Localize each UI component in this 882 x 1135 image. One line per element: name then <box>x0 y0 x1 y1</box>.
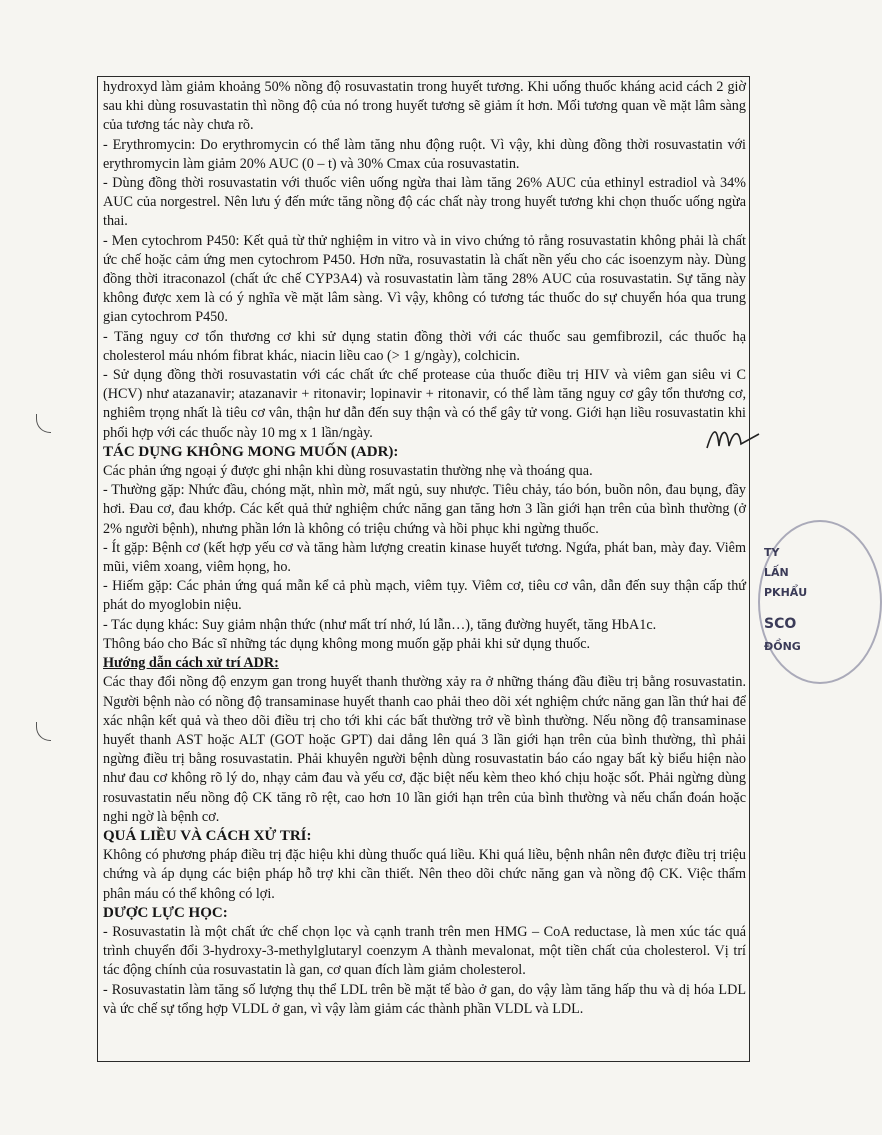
company-stamp <box>758 520 882 684</box>
binder-hole-mark <box>36 414 51 433</box>
body-paragraph: Các phản ứng ngoại ý được ghi nhận khi dùng rosuvastatin thường nhẹ và thoáng qua. <box>103 463 593 480</box>
stamp-line: LẤN <box>764 566 789 579</box>
body-paragraph: - Dùng đồng thời rosuvastatin với thuốc viên uống ngừa thai làm tăng 26% AUC của ethinyl estradiol và 34% AUC của norgestrel. Nên lưu ý đến mức tăng nồng độ các chất này trong huyết tương khi chọn thuốc uống ngừa thai. <box>103 175 746 230</box>
stamp-line: SCO <box>764 616 797 632</box>
stamp-line: PKHẨU <box>764 586 808 599</box>
section-heading: QUÁ LIỀU VÀ CÁCH XỬ TRÍ: <box>103 827 312 844</box>
subsection-heading: Hướng dẫn cách xử trí ADR: <box>103 655 279 672</box>
body-paragraph: - Thường gặp: Nhức đầu, chóng mặt, nhìn mờ, mất ngủ, suy nhược. Tiêu chảy, táo bón, buồn nôn, đau bụng, đầy hơi. Đau cơ, đau khớp. Các kết quả thử nghiệm chức năng gan tăng hơn 3 lần giới hạn trên của bình thường (ở 2% người bệnh), nhưng phần lớn là không có triệu chứng và hồi phục khi ngừng thuốc. <box>103 482 746 537</box>
body-paragraph: - Tác dụng khác: Suy giảm nhận thức (như mất trí nhớ, lú lẫn…), tăng đường huyết, tăng HbA1c. <box>103 616 657 633</box>
body-paragraph: - Hiếm gặp: Các phản ứng quá mẫn kể cả phù mạch, viêm tụy. Viêm cơ, tiêu cơ vân, dẫn đến suy thận cấp thứ phát do myoglobin niệu. <box>103 578 746 614</box>
body-paragraph: - Tăng nguy cơ tổn thương cơ khi sử dụng statin đồng thời với các thuốc sau gemfibrozil, các thuốc hạ cholesterol máu nhóm fibrat khác, niacin liều cao (> 1 g/ngày), colchicin. <box>103 328 746 364</box>
body-paragraph: - Ít gặp: Bệnh cơ (kết hợp yếu cơ và tăng hàm lượng creatin kinase huyết tương. Ngứa, phát ban, mày đay. Viêm mũi, viêm xoang, viêm họng, ho. <box>103 539 746 576</box>
body-paragraph: - Rosuvastatin là một chất ức chế chọn lọc và cạnh tranh trên men HMG – CoA reductase, là men xúc tác quá trình chuyển đổi 3-hydroxy-3-methylglutaryl coenzym A thành mevalonat, một tiền chất của cholesterol. Vị trí tác động chính của rosuvastatin là gan, cơ quan đích làm giảm cholesterol. <box>103 923 746 979</box>
section-heading: DƯỢC LỰC HỌC: <box>103 904 228 921</box>
section-heading: TÁC DỤNG KHÔNG MONG MUỐN (ADR): <box>103 443 399 460</box>
body-paragraph: Không có phương pháp điều trị đặc hiệu khi dùng thuốc quá liều. Khi quá liều, bệnh nhân nên được điều trị triệu chứng và áp dụng các biện pháp hỗ trợ khi cần thiết. Nên theo dõi chức năng gan và nồng độ CK. Việc thẩm phân máu có thể không có lợi. <box>103 847 746 902</box>
stamp-line: TY <box>764 546 780 559</box>
body-paragraph: - Sử dụng đồng thời rosuvastatin với các chất ức chế protease của thuốc điều trị HIV và viêm gan siêu vi C (HCV) như atazanavir; atazanavir + ritonavir; lopinavir + ritonavir, có thể làm tăng nguy cơ gây tổn thương cơ, nghiêm trọng nhất là tiêu cơ vân, thận hư dẫn đến suy thận và có thể gây tử vong. Giới hạn liều rosuvastatin khi phối hợp với các thuốc này 10 mg x 1 lần/ngày. <box>103 367 746 441</box>
binder-hole-mark <box>36 722 51 741</box>
body-paragraph: - Men cytochrom P450: Kết quả từ thử nghiệm in vitro và in vivo chứng tỏ rằng rosuvastatin không phải là chất ức chế hoặc cảm ứng men cytochrom P450. Hơn nữa, rosuvastatin là chất nền yếu cho các isoenzym này. Dùng đồng thời itraconazol (chất ức chế CYP3A4) và rosuvastatin làm tăng 28% AUC của rosuvastatin. Sự tăng này không được xem là có ý nghĩa về mặt lâm sàng. Vì vậy, không có tương tác thuốc do sự chuyển hóa qua trung gian cytochrom P450. <box>103 232 746 326</box>
document-body <box>103 78 746 1019</box>
body-paragraph: - Erythromycin: Do erythromycin có thể làm tăng nhu động ruột. Vì vậy, khi dùng đồng thời rosuvastatin với erythromycin làm giảm 20% AUC (0 – t) và 30% Cmax của rosuvastatin. <box>103 136 746 172</box>
body-paragraph: hydroxyd làm giảm khoảng 50% nồng độ rosuvastatin trong huyết tương. Khi uống thuốc kháng acid cách 2 giờ sau khi dùng rosuvastatin thì nồng độ của nó trong huyết tương sẽ giảm ít hơn. Mối tương quan về mặt lâm sàng của tương tác này chưa rõ. <box>103 79 746 134</box>
body-paragraph: Thông báo cho Bác sĩ những tác dụng không mong muốn gặp phải khi sử dụng thuốc. <box>103 635 591 652</box>
stamp-line: ĐỒNG <box>764 640 801 653</box>
body-paragraph: Các thay đổi nồng độ enzym gan trong huyết thanh thường xảy ra ở những tháng đầu điều trị bằng rosuvastatin. Người bệnh nào có nồng độ transaminase huyết thanh cao phải theo dõi xét nghiệm chức năng gan lần thứ hai để xác nhận kết quả và theo dõi điều trị cho tới khi các bất thường trở về bình thường. Nếu nồng độ transaminase huyết thanh AST hoặc ALT (GOT hoặc GPT) dai dẳng lên quá 3 lần giới hạn trên của bình thường, thì phải ngừng điều trị bằng rosuvastatin. Phải khuyên người bệnh dùng rosuvastatin báo cáo ngay bất kỳ biểu hiện nào như đau cơ không rõ lý do, nhạy cảm đau và yếu cơ, đặc biệt nếu kèm theo khó chịu hoặc sốt. Phải ngừng dùng rosuvastatin nếu nồng độ CK tăng rõ rệt, cao hơn 10 lần giới hạn trên của bình thường và nếu chẩn đoán hoặc nghi ngờ là bệnh cơ. <box>103 674 746 825</box>
body-paragraph: - Rosuvastatin làm tăng số lượng thụ thể LDL trên bề mặt tế bào ở gan, do vậy làm tăng hấp thu và dị hóa LDL và ức chế sự tổng hợp VLDL ở gan, vì vậy làm giảm các thành phần VLDL và LDL. <box>103 981 746 1017</box>
